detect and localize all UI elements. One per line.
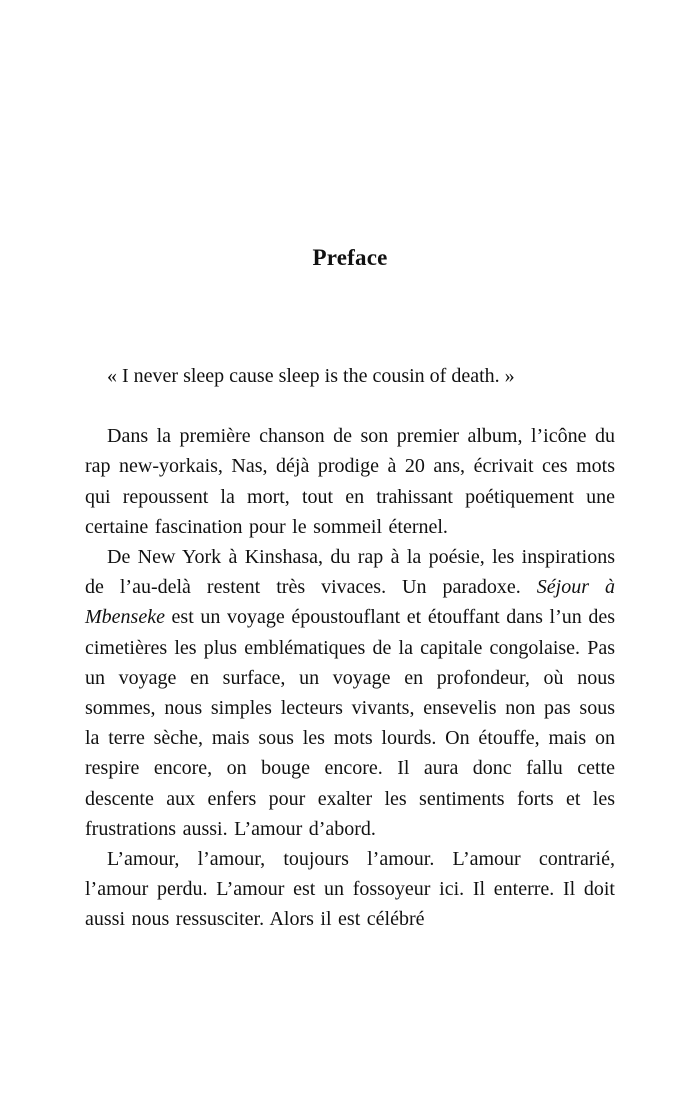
paragraph-3-text: L’amour, l’amour, toujours l’amour. L’amour contrarié, l’amour perdu. L’amour est un fossoyeur ici. Il enterre. Il doit aussi nous ressusciter. Alors il est célébré	[85, 848, 615, 931]
paragraph-2-book-title: Séjour à Mbenseke	[85, 576, 615, 629]
paragraph-2-text-tail: est un voyage époustouflant et étouffant dans l’un des cimetières les plus emblématiques de la capitale congolaise. Pas un voyage en surface, un voyage en profondeur, où nous sommes, nous simples lecteurs vivants, ensevelis non pas sous la terre sèche, mais sous les mots lourds. On étouffe, mais on respire encore, on bouge encore. Il aura donc fallu cette descente aux enfers pour exalter les sentiments forts et les frustrations aussi. L’amour d’abord.	[85, 606, 615, 840]
epigraph-quote: « I never sleep cause sleep is the cousin of death. »	[107, 365, 515, 387]
book-page	[85, 0, 615, 935]
chapter-title: Preface	[312, 245, 388, 270]
preface-body	[85, 421, 615, 934]
paragraph-3	[85, 844, 615, 935]
paragraph-2-text-lead: De New York à Kinshasa, du rap à la poésie, les inspirations de l’au-delà restent très vivaces. Un paradoxe.	[85, 546, 615, 599]
paragraph-1-text: Dans la première chanson de son premier album, l’icône du rap new-yorkais, Nas, déjà prodige à 20 ans, écrivait ces mots qui repoussent la mort, tout en trahissant poétiquement une certaine fascination pour le sommeil éternel.	[85, 425, 615, 538]
paragraph-2	[85, 542, 615, 844]
paragraph-1	[85, 421, 615, 542]
